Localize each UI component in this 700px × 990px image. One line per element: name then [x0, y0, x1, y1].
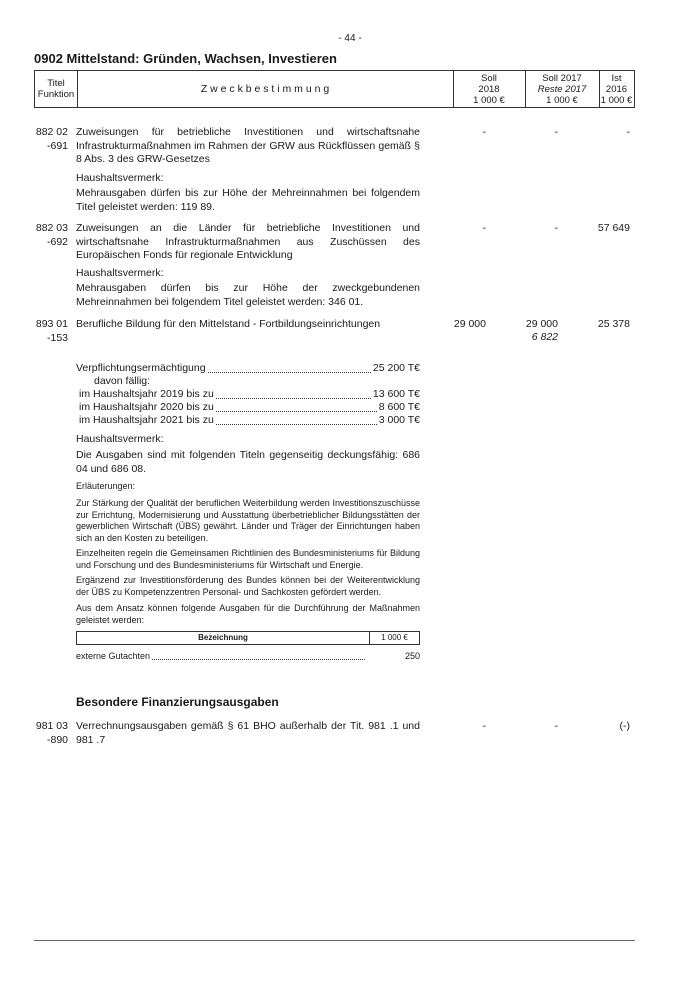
ve-row-2020: im Haushaltsjahr 2020 bis zu 8 600 T€: [79, 401, 420, 413]
ve-row-2021: im Haushaltsjahr 2021 bis zu 3 000 T€: [79, 414, 420, 426]
header-soll2018-l3: 1 000 €: [473, 94, 505, 106]
erlaeuterungen-label: Erläuterungen:: [76, 481, 136, 491]
vermerk-label: Haushaltsvermerk:: [76, 267, 164, 279]
table-col-bezeichnung: Bezeichnung: [198, 633, 248, 642]
entry-reste2017: 6 822: [531, 331, 558, 343]
erlaeuterung-para: Zur Stärkung der Qualität der beruflichen Weiterbildung werden Investitionszuschüsse zur Errichtung, Modernisierung und Ausstattung überbetrieblicher Bildungsstätten der gewerblichen Wirtschaft (ÜBS) gewährt. Länder und Träger der Einrichtungen haben sich an den Kosten zu beteiligen.: [76, 498, 420, 543]
vermerk-label: Haushaltsvermerk:: [76, 433, 164, 445]
header-soll2017-l2: Reste 2017: [537, 83, 587, 95]
header-ist-l1: Ist: [611, 72, 622, 84]
entry-soll2017: -: [554, 126, 558, 138]
erlaeuterung-para: Ergänzend zur Investitionsförderung des Bundes können bei der Weiterentwicklung der ÜBS zu Kompetenzzentren Personal- und Sachkosten gefördert werden.: [76, 575, 420, 597]
ve-faellig: davon fällig:: [94, 375, 151, 387]
ve-row-2019: im Haushaltsjahr 2019 bis zu 13 600 T€: [79, 388, 420, 400]
header-soll2018-l2: 2018: [478, 83, 500, 95]
vermerk-text: Mehrausgaben dürfen bis zur Höhe der zweckgebundenen Mehreinnahmen bei folgendem Titel geleistet werden: 346 01.: [76, 282, 420, 308]
entry-soll2017: 29 000: [525, 318, 558, 330]
entry-soll2018: -: [482, 720, 486, 732]
entry-text: Berufliche Bildung für den Mittelstand - Fortbildungseinrichtungen: [76, 318, 381, 330]
entry-ist2016: (-): [619, 720, 630, 732]
vermerk-text: Die Ausgaben sind mit folgenden Titeln gegenseitig deckungsfähig: 686 04 und 686 08.: [76, 449, 420, 475]
header-zweck: Z w e c k b e s t i m m u n g: [200, 82, 330, 95]
table-col-unit: 1 000 €: [381, 633, 408, 642]
footer-rule: [34, 940, 635, 941]
entry-soll2018: -: [482, 222, 486, 234]
header-ist-l3: 1 000 €: [600, 94, 633, 106]
entry-soll2017: -: [554, 222, 558, 234]
entry-ist2016: 25 378: [597, 318, 630, 330]
header-titel: Titel Funktion: [37, 78, 75, 100]
header-soll2018-l1: Soll: [481, 72, 497, 84]
section-heading: Besondere Finanzierungsausgaben: [76, 695, 279, 709]
erlaeuterung-para: Aus dem Ansatz können folgende Ausgaben für die Durchführung der Maßnahmen geleistet werden:: [76, 603, 420, 625]
entry-ist2016: 57 649: [597, 222, 630, 234]
chapter-title: 0902 Mittelstand: Gründen, Wachsen, Investieren: [34, 51, 337, 66]
ausgaben-table-header: [76, 631, 420, 645]
entry-soll2018: 29 000: [453, 318, 486, 330]
erlaeuterung-para: Einzelheiten regeln die Gemeinsamen Richtlinien des Bundesministeriums für Bildung und Forschung und des Bundesministeriums für Wirtschaft und Energie.: [76, 548, 420, 570]
vermerk-label: Haushaltsvermerk:: [76, 172, 164, 184]
header-soll2017-l1: Soll 2017: [542, 72, 582, 84]
entry-soll2017: -: [554, 720, 558, 732]
page-number: - 44 -: [338, 33, 362, 44]
entry-text: Zuweisungen für betriebliche Investitionen und wirtschaftsnahe Infrastrukturmaßnahmen im Rahmen der GRW aus Rückflüssen gemäß § 8 Abs. 3 des GRW-Gesetzes: [76, 126, 420, 165]
header-ist-l2: 2016: [605, 83, 628, 95]
entry-titel: 882 02 -691: [35, 126, 68, 152]
entry-ist2016: -: [626, 126, 630, 138]
table-row: externe Gutachten 250: [76, 651, 420, 661]
entry-text: Verrechnungsausgaben gemäß § 61 BHO außerhalb der Tit. 981 .1 und 981 .7: [76, 720, 420, 746]
header-soll2017-l3: 1 000 €: [546, 94, 578, 106]
entry-soll2018: -: [482, 126, 486, 138]
entry-text: Zuweisungen an die Länder für betriebliche Investitionen und wirtschaftsnahe Infrastrukturmaßnahmen aus Zuschüssen des Europäischen Fonds für regionale Entwicklung: [76, 222, 420, 261]
entry-titel: 981 03 -890: [35, 720, 68, 746]
entry-titel: 882 03 -692: [35, 222, 68, 248]
column-header: [34, 70, 635, 108]
vermerk-text: Mehrausgaben dürfen bis zur Höhe der Mehreinnahmen bei folgendem Titel geleistet werden: 119 89.: [76, 187, 420, 213]
ve-line: Verpflichtungsermächtigung 25 200 T€: [76, 362, 420, 374]
entry-titel: 893 01 -153: [35, 318, 68, 344]
